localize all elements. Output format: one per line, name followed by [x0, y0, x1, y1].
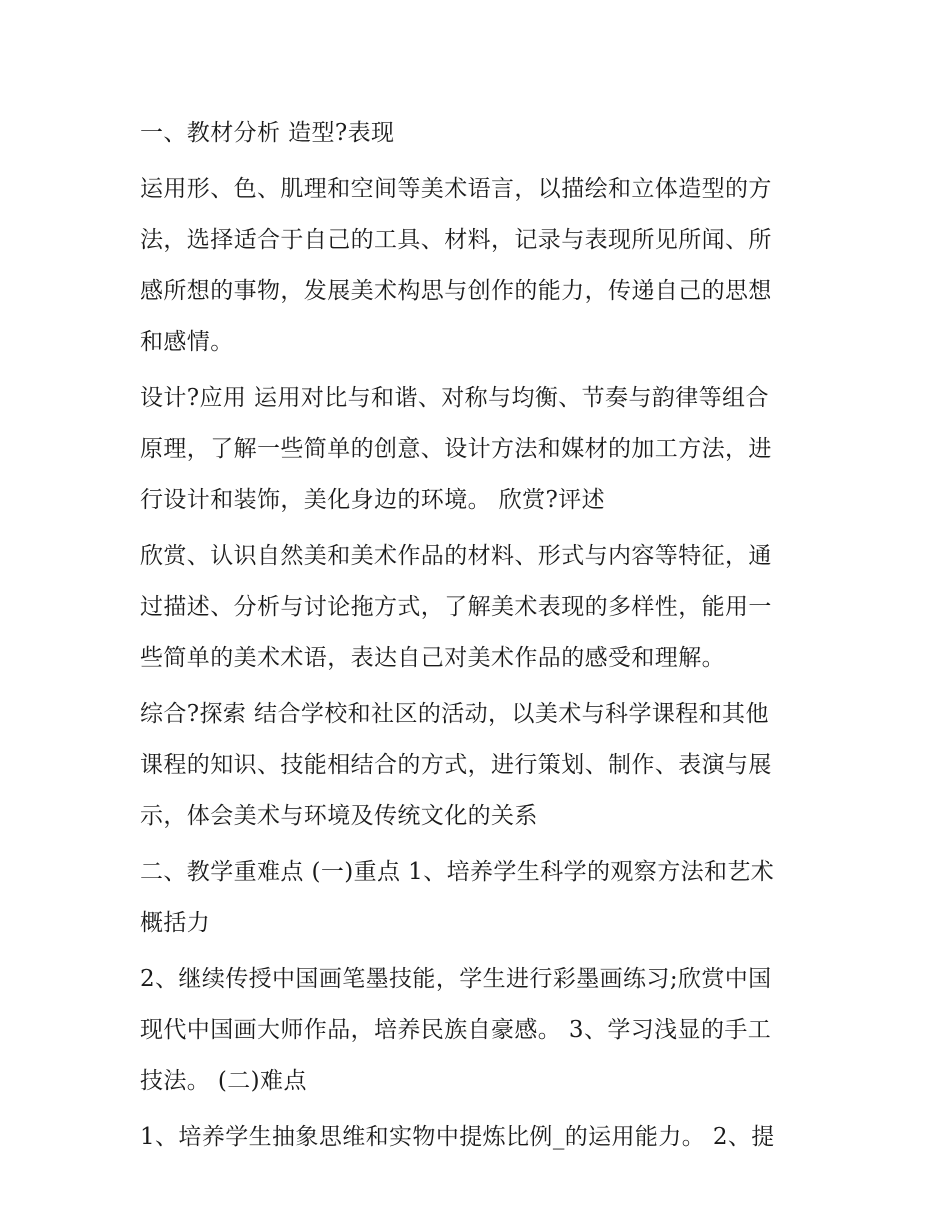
- text-line: 过描述、分析与讨论拖方式，了解美术表现的多样性，能用一: [140, 594, 772, 620]
- text-line: 示，体会美术与环境及传统文化的关系: [140, 803, 538, 829]
- text-line: 概括力: [140, 910, 211, 936]
- text-line: 运用形、色、肌理和空间等美术语言，以描绘和立体造型的方: [140, 176, 772, 202]
- paragraph-modeling-expression: [140, 164, 820, 368]
- text-line: 设计?应用 运用对比与和谐、对称与均衡、节奏与韵律等组合: [140, 385, 769, 411]
- heading-teaching-key-points: [140, 847, 820, 949]
- text-line: 些简单的美术术语，表达自己对美术作品的感受和理解。: [140, 645, 725, 671]
- text-line: 一、教材分析 造型?表现: [140, 120, 395, 146]
- text-line: 综合?探索 结合学校和社区的活动，以美术与科学课程和其他: [140, 701, 769, 727]
- text-line: 1、培养学生抽象思维和实物中提炼比例_的运用能力。 2、提: [140, 1124, 775, 1150]
- document-body: [140, 108, 820, 1168]
- paragraph-synthesis-exploration: [140, 689, 820, 842]
- text-line: 技法。 (二)难点: [140, 1068, 307, 1094]
- text-line: 感所想的事物，发展美术构思与创作的能力，传递自己的思想: [140, 278, 772, 304]
- text-line: 和感情。: [140, 329, 234, 355]
- text-line: 2、继续传授中国画笔墨技能，学生进行彩墨画练习;欣赏中国: [140, 966, 772, 992]
- text-line: 法，选择适合于自己的工具、材料，记录与表现所见所闻、所: [140, 227, 772, 253]
- text-line: 二、教学重难点 (一)重点 1、培养学生科学的观察方法和艺术: [140, 859, 775, 885]
- text-line: 欣赏、认识自然美和美术作品的材料、形式与内容等特征，通: [140, 543, 772, 569]
- paragraph-appreciation-review: [140, 531, 820, 684]
- text-line: 课程的知识、技能相结合的方式，进行策划、制作、表演与展: [140, 752, 772, 778]
- paragraph-design-application: [140, 373, 820, 526]
- paragraph-difficulties: [140, 1112, 820, 1163]
- text-line: 现代中国画大师作品，培养民族自豪感。 3、学习浅显的手工: [140, 1017, 772, 1043]
- text-line: 行设计和装饰，美化身边的环境。 欣赏?评述: [140, 487, 606, 513]
- text-line: 原理，了解一些简单的创意、设计方法和媒材的加工方法，进: [140, 436, 772, 462]
- paragraph-key-points-continued: [140, 954, 820, 1107]
- heading-textbook-analysis: [140, 108, 820, 159]
